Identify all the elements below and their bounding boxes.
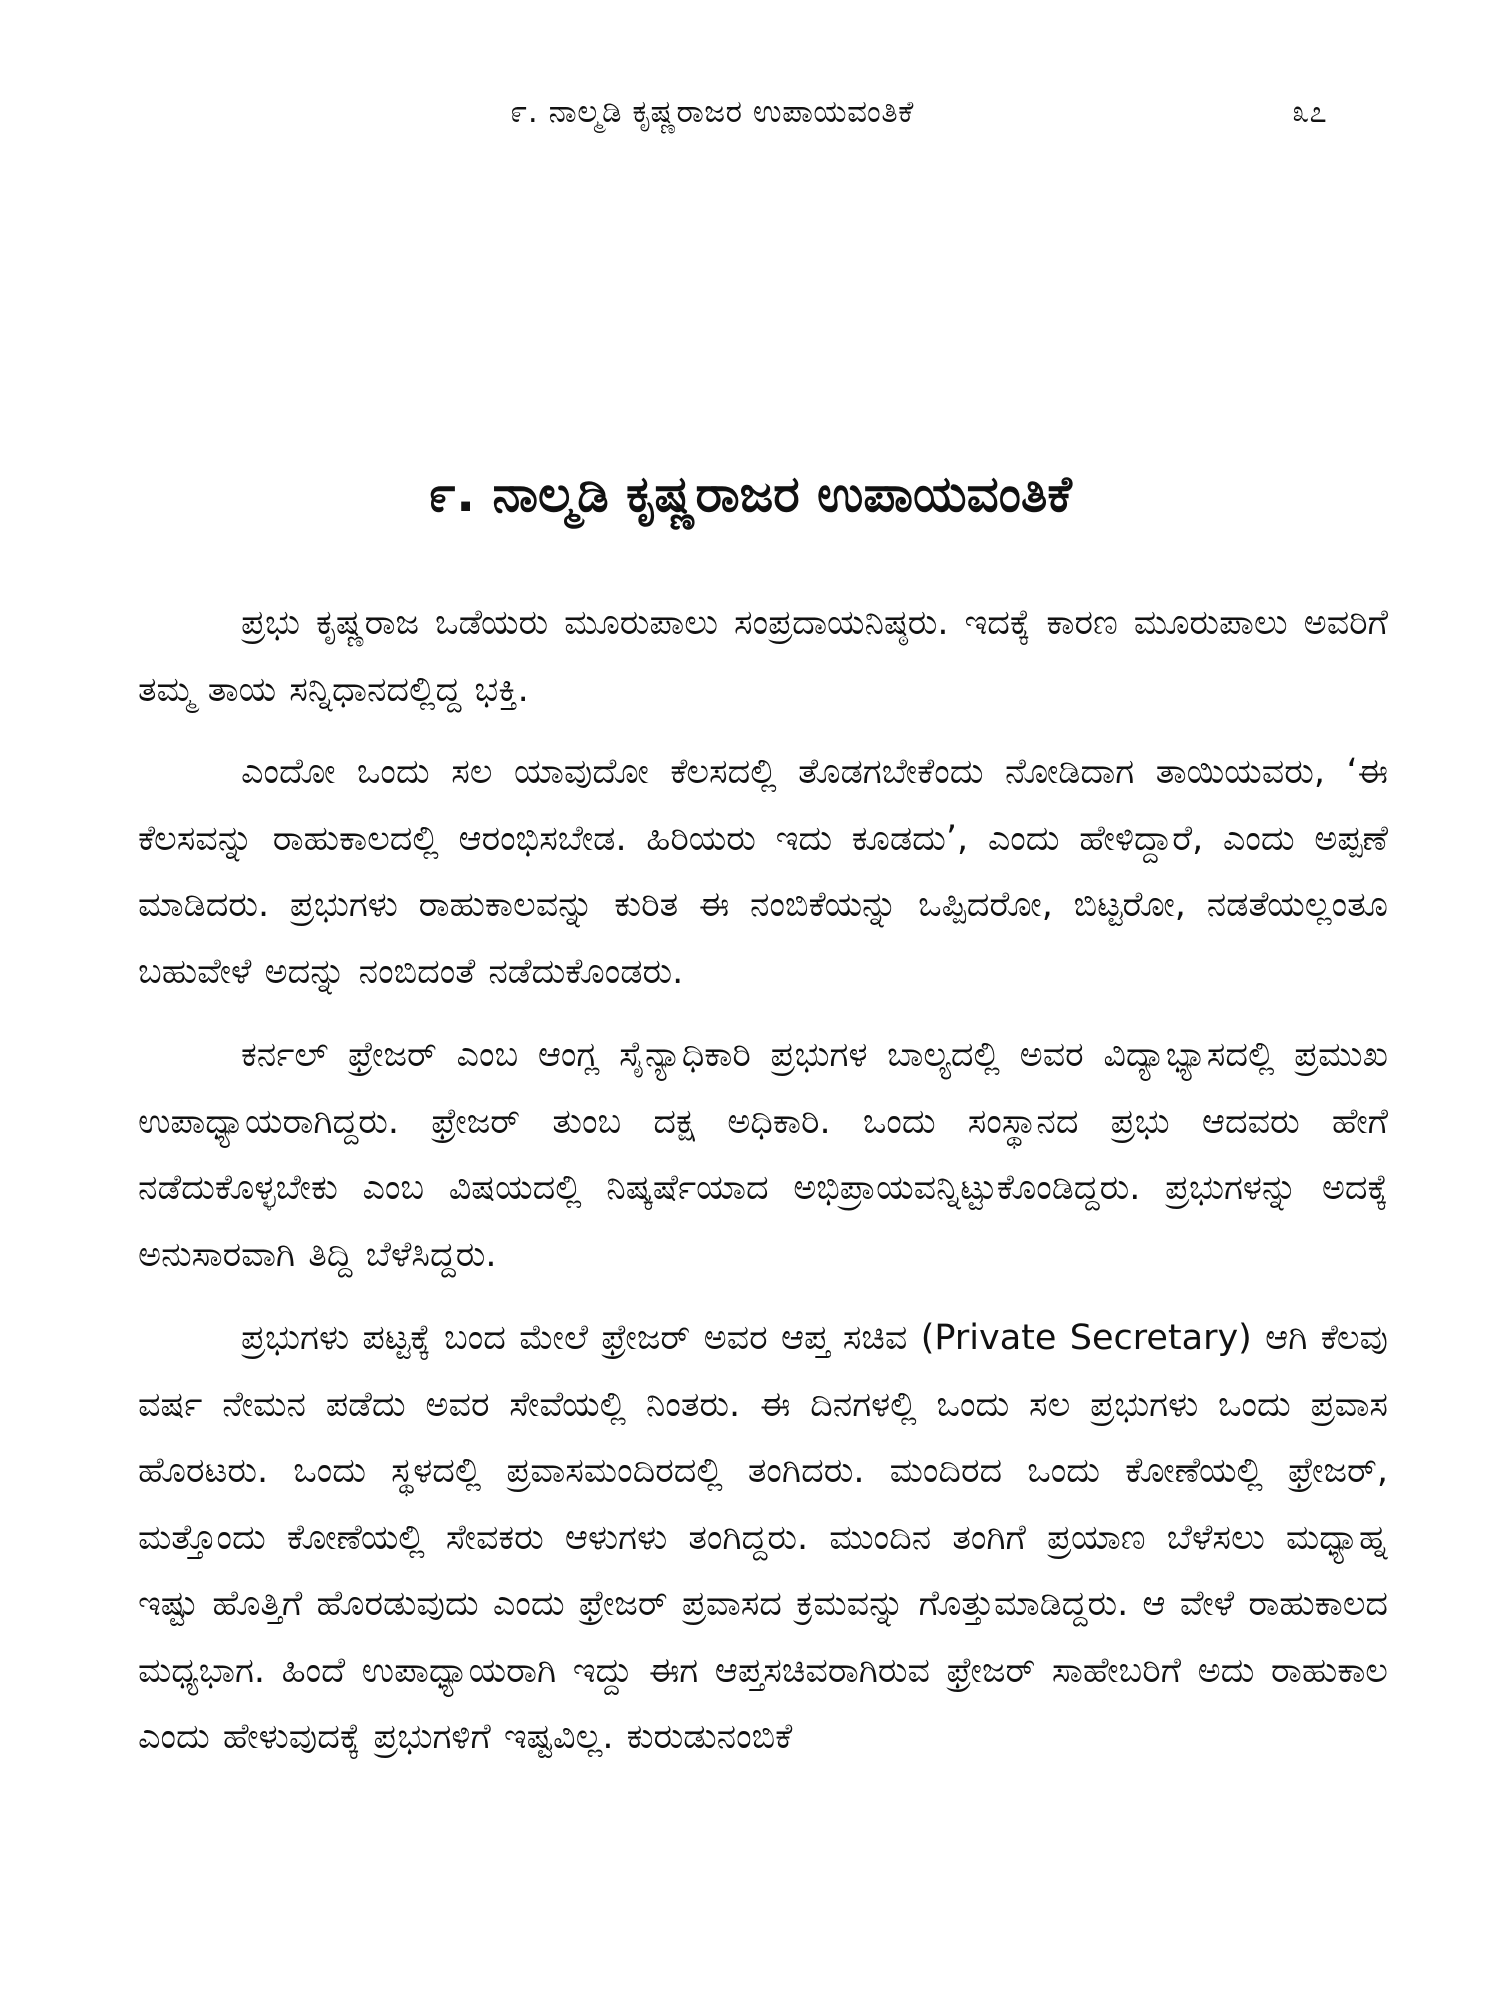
paragraph: ಎಂದೋ ಒಂದು ಸಲ ಯಾವುದೋ ಕೆಲಸದಲ್ಲಿ ತೊಡಗಬೇಕೆಂದು ನೋಡಿದಾಗ ತಾಯಿಯವರು, ‘ಈ ಕೆಲಸವನ್ನು ರಾಹುಕಾಲದಲ್ಲಿ ಆರಂಭಿಸಬೇಡ. ಹಿರಿಯರು ಇದು ಕೂಡದು’, ಎಂದು ಹೇಳಿದ್ದಾರೆ, ಎಂದು ಅಪ್ಪಣೆ ಮಾಡಿದರು. ಪ್ರಭುಗಳು ರಾಹುಕಾಲವನ್ನು ಕುರಿತ ಈ ನಂಬಿಕೆಯನ್ನು ಒಪ್ಪಿದರೋ, ಬಿಟ್ಟರೋ, ನಡತೆಯಲ್ಲಂತೂ ಬಹುವೇಳೆ ಅದನ್ನು ನಂಬಿದಂತೆ ನಡೆದುಕೊಂಡರು.	[138, 752, 1388, 992]
paragraph: ಕರ್ನಲ್ ಫ್ರೇಜರ್ ಎಂಬ ಆಂಗ್ಲ ಸೈನ್ಯಾಧಿಕಾರಿ ಪ್ರಭುಗಳ ಬಾಲ್ಯದಲ್ಲಿ ಅವರ ವಿದ್ಯಾಭ್ಯಾಸದಲ್ಲಿ ಪ್ರಮುಖ ಉಪಾಧ್ಯಾಯರಾಗಿದ್ದರು. ಫ್ರೇಜರ್ ತುಂಬ ದಕ್ಷ ಅಧಿಕಾರಿ. ಒಂದು ಸಂಸ್ಥಾನದ ಪ್ರಭು ಆದವರು ಹೇಗೆ ನಡೆದುಕೊಳ್ಳಬೇಕು ಎಂಬ ವಿಷಯದಲ್ಲಿ ನಿಷ್ಕರ್ಷೆಯಾದ ಅಭಿಪ್ರಾಯವನ್ನಿಟ್ಟುಕೊಂಡಿದ್ದರು. ಪ್ರಭುಗಳನ್ನು ಅದಕ್ಕೆ ಅನುಸಾರವಾಗಿ ತಿದ್ದಿ ಬೆಳೆಸಿದ್ದರು.	[138, 1035, 1388, 1275]
page-number: ೩೭	[1292, 94, 1327, 130]
chapter-title: ೯. ನಾಲ್ಮಡಿ ಕೃಷ್ಣರಾಜರ ಉಪಾಯವಂತಿಕೆ	[428, 465, 1072, 523]
paragraph: ಪ್ರಭುಗಳು ಪಟ್ಟಕ್ಕೆ ಬಂದ ಮೇಲೆ ಫ್ರೇಜರ್ ಅವರ ಆಪ್ತ ಸಚಿವ (Private Secretary) ಆಗಿ ಕೆಲವು ವರ್ಷ ನೇಮನ ಪಡೆದು ಅವರ ಸೇವೆಯಲ್ಲಿ ನಿಂತರು. ಈ ದಿನಗಳಲ್ಲಿ ಒಂದು ಸಲ ಪ್ರಭುಗಳು ಒಂದು ಪ್ರವಾಸ ಹೊರಟರು. ಒಂದು ಸ್ಥಳದಲ್ಲಿ ಪ್ರವಾಸಮಂದಿರದಲ್ಲಿ ತಂಗಿದರು. ಮಂದಿರದ ಒಂದು ಕೋಣೆಯಲ್ಲಿ ಫ್ರೇಜರ್, ಮತ್ತೊಂದು ಕೋಣೆಯಲ್ಲಿ ಸೇವಕರು ಆಳುಗಳು ತಂಗಿದ್ದರು. ಮುಂದಿನ ತಂಗಿಗೆ ಪ್ರಯಾಣ ಬೆಳೆಸಲು ಮಧ್ಯಾಹ್ನ ಇಷ್ಟು ಹೊತ್ತಿಗೆ ಹೊರಡುವುದು ಎಂದು ಫ್ರೇಜರ್ ಪ್ರವಾಸದ ಕ್ರಮವನ್ನು ಗೊತ್ತುಮಾಡಿದ್ದರು. ಆ ವೇಳೆ ರಾಹುಕಾಲದ ಮಧ್ಯಭಾಗ. ಹಿಂದೆ ಉಪಾಧ್ಯಾಯರಾಗಿ ಇದ್ದು ಈಗ ಆಪ್ತಸಚಿವರಾಗಿರುವ ಫ್ರೇಜರ್ ಸಾಹೇಬರಿಗೆ ಅದು ರಾಹುಕಾಲ ಎಂದು ಹೇಳುವುದಕ್ಕೆ ಪ್ರಭುಗಳಿಗೆ ಇಷ್ಟವಿಲ್ಲ. ಕುರುಡುನಂಬಿಕೆ	[138, 1318, 1388, 1757]
running-title: ೯. ನಾಲ್ಮಡಿ ಕೃಷ್ಣರಾಜರ ಉಪಾಯವಂತಿಕೆ	[510, 94, 914, 130]
body-text	[138, 590, 1388, 1787]
running-header	[0, 92, 1500, 136]
paragraph: ಪ್ರಭು ಕೃಷ್ಣರಾಜ ಒಡೆಯರು ಮೂರುಪಾಲು ಸಂಪ್ರದಾಯನಿಷ್ಠರು. ಇದಕ್ಕೆ ಕಾರಣ ಮೂರುಪಾಲು ಅವರಿಗೆ ತಮ್ಮ ತಾಯ ಸನ್ನಿಧಾನದಲ್ಲಿದ್ದ ಭಕ್ತಿ.	[138, 603, 1388, 710]
